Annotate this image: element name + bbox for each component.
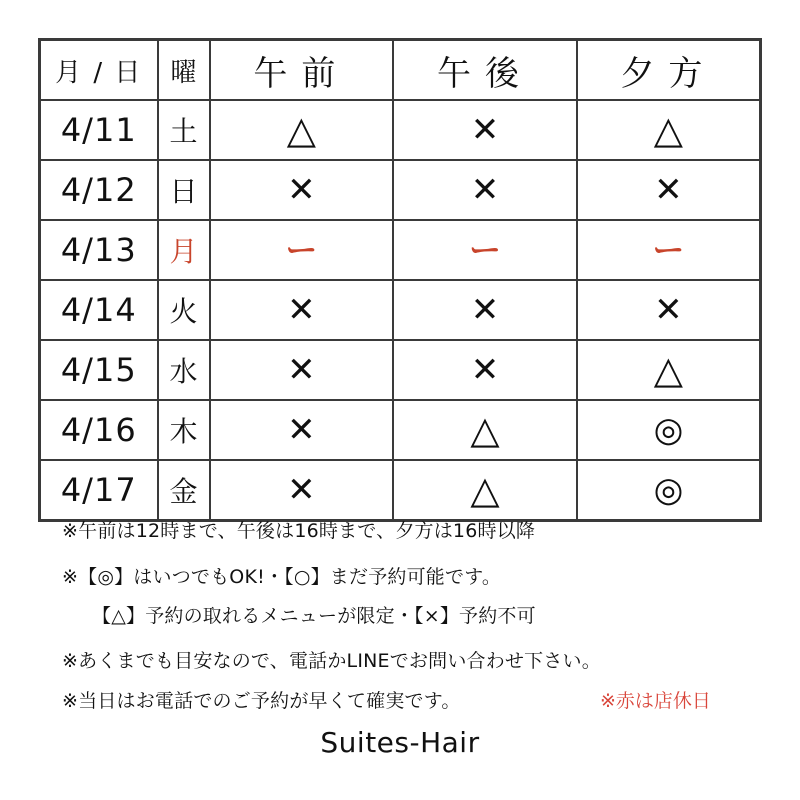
weekday-cell: 日 [158,160,210,220]
legend-note-2: 【△】予約の取れるメニューが限定・【×】予約不可 [92,605,536,627]
schedule-table [38,38,762,522]
table-row [40,460,761,521]
table-row [40,160,761,220]
afternoon-status: ー [393,220,577,280]
weekday-cell: 月 [158,220,210,280]
morning-status: ✕ [210,400,394,460]
weekday-cell: 金 [158,460,210,521]
header-afternoon: 午後 [393,40,577,101]
morning-status: ✕ [210,160,394,220]
evening-status: ー [577,220,761,280]
evening-status: △ [577,100,761,160]
header-row [40,40,761,101]
date-cell: 4/13 [40,220,158,280]
brand-name: Suites-Hair [320,726,480,759]
morning-status: ✕ [210,460,394,521]
table-row [40,400,761,460]
hours-note: ※午前は12時まで、午後は16時まで、夕方は16時以降 [62,520,536,542]
date-cell: 4/12 [40,160,158,220]
date-cell: 4/14 [40,280,158,340]
same-day-note: ※当日はお電話でのご予約が早くて確実です。 [62,690,461,712]
weekday-cell: 土 [158,100,210,160]
evening-status: ◎ [577,460,761,521]
afternoon-status: △ [393,460,577,521]
header-evening: 夕方 [577,40,761,101]
morning-status: △ [210,100,394,160]
evening-status: ✕ [577,160,761,220]
table-row [40,100,761,160]
contact-note: ※あくまでも目安なので、電話かLINEでお問い合わせ下さい。 [62,650,601,672]
weekday-cell: 火 [158,280,210,340]
header-morning: 午前 [210,40,394,101]
date-cell: 4/15 [40,340,158,400]
legend-note-1: ※【◎】はいつでもOK!・【○】まだ予約可能です。 [62,566,502,588]
date-cell: 4/11 [40,100,158,160]
morning-status: ✕ [210,280,394,340]
date-cell: 4/16 [40,400,158,460]
afternoon-status: ✕ [393,280,577,340]
table-row [40,220,761,280]
afternoon-status: ✕ [393,160,577,220]
header-date: 月 / 日 [40,40,158,101]
evening-status: ✕ [577,280,761,340]
morning-status: ✕ [210,340,394,400]
header-weekday: 曜 [158,40,210,101]
morning-status: ー [210,220,394,280]
evening-status: △ [577,340,761,400]
weekday-cell: 水 [158,340,210,400]
date-cell: 4/17 [40,460,158,521]
afternoon-status: ✕ [393,100,577,160]
table-row [40,340,761,400]
evening-status: ◎ [577,400,761,460]
closed-day-note: ※赤は店休日 [600,690,711,712]
afternoon-status: △ [393,400,577,460]
weekday-cell: 木 [158,400,210,460]
afternoon-status: ✕ [393,340,577,400]
table-row [40,280,761,340]
